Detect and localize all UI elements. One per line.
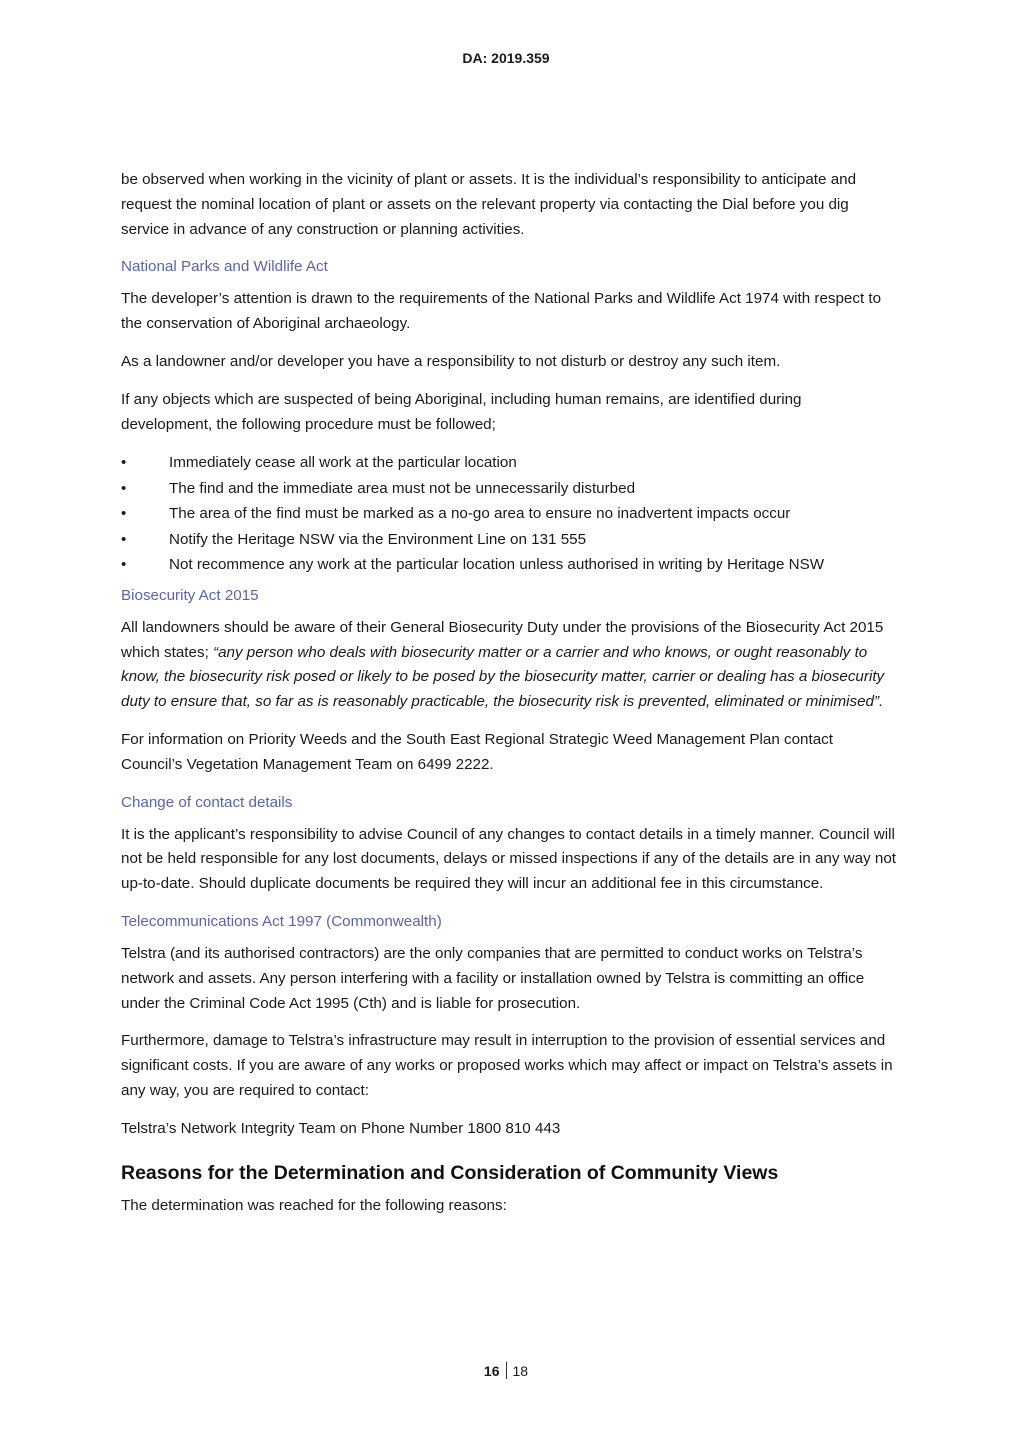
- npwa-paragraph-1: The developer’s attention is drawn to the requirements of the National Parks and Wildlife Act 1974 with respect to the conservation of Aboriginal archaeology.: [121, 290, 882, 333]
- total-pages-number: 18: [512, 1363, 529, 1379]
- biosecurity-heading: Biosecurity Act 2015: [121, 586, 259, 604]
- procedure-list-item: • The find and the immediate area must not be unnecessarily disturbed: [121, 476, 896, 502]
- intro-paragraph: be observed when working in the vicinity of plant or assets. It is the individual’s responsibility to anticipate and request the nominal location of plant or assets on the relevant property via contacting the Dial before you dig service in advance of any construction or planning activities.: [121, 171, 857, 238]
- biosecurity-section: [121, 584, 896, 778]
- page-footer: [0, 1362, 1012, 1379]
- reasons-section: [121, 1160, 896, 1219]
- reasons-heading: Reasons for the Determination and Consideration of Community Views: [121, 1161, 779, 1184]
- contact-section: [121, 791, 896, 897]
- procedure-list-item: • Immediately cease all work at the particular location: [121, 450, 896, 476]
- document-body: [121, 168, 896, 1231]
- telecom-paragraph-3: Telstra’s Network Integrity Team on Phone Number 1800 810 443: [121, 1119, 561, 1137]
- npwa-paragraph-2: As a landowner and/or developer you have a responsibility to not disturb or destroy any such item.: [121, 352, 781, 370]
- page-number-divider: [506, 1362, 507, 1379]
- telecom-heading: Telecommunications Act 1997 (Commonwealth): [121, 913, 442, 931]
- procedure-list-item: • Notify the Heritage NSW via the Environment Line on 131 555: [121, 527, 896, 553]
- contact-heading: Change of contact details: [121, 793, 293, 811]
- procedure-list: [121, 450, 896, 578]
- npwa-paragraph-3: If any objects which are suspected of being Aboriginal, including human remains, are identified during development, the following procedure must be followed;: [121, 390, 802, 433]
- biosecurity-paragraph-2: For information on Priority Weeds and the South East Regional Strategic Weed Management Plan contact Council’s Vegetation Management Team on 6499 2222.: [121, 731, 833, 773]
- biosecurity-quote: “any person who deals with biosecurity matter or a carrier and who knows, or ought reasonably to know, the biosecurity risk posed or likely to be posed by the biosecurity matter, carrier or dealing has a biosecurity duty to ensure that, so far as is reasonably practicable, the biosecurity risk is prevented, eliminated or minimised”.: [121, 643, 885, 711]
- current-page-number: 16: [483, 1363, 500, 1379]
- reasons-paragraph-1: The determination was reached for the following reasons:: [121, 1196, 507, 1214]
- telecom-paragraph-1: Telstra (and its authorised contractors) are the only companies that are permitted to conduct works on Telstra’s network and assets. Any person interfering with a facility or installation owned by Telstra is committing an office under the Criminal Code Act 1995 (Cth) and is liable for prosecution.: [121, 945, 865, 1012]
- procedure-list-item: • Not recommence any work at the particular location unless authorised in writing by Heritage NSW: [121, 552, 896, 578]
- document-header: DA: 2019.359: [462, 50, 550, 66]
- telecom-section: [121, 910, 896, 1142]
- contact-paragraph-1: It is the applicant’s responsibility to advise Council of any changes to contact details in a timely manner. Council will not be held responsible for any lost documents, delays or missed inspections if any of the details are in any way not up-to-date. Should duplicate documents be required they will incur an additional fee in this circumstance.: [121, 825, 896, 893]
- npwa-heading: National Parks and Wildlife Act: [121, 258, 328, 276]
- biosecurity-lead-text: All landowners should be aware of their General Biosecurity Duty under the provisions of the Biosecurity Act 2015 which states;: [121, 618, 884, 661]
- biosecurity-paragraph-1: [121, 616, 896, 715]
- npwa-section: [121, 255, 896, 577]
- telecom-paragraph-2: Furthermore, damage to Telstra’s infrastructure may result in interruption to the provision of essential services and significant costs. If you are aware of any works or proposed works which may affect or impact on Telstra’s assets in any way, you are required to contact:: [121, 1032, 893, 1100]
- procedure-list-item: • The area of the find must be marked as a no-go area to ensure no inadvertent impacts occur: [121, 501, 896, 527]
